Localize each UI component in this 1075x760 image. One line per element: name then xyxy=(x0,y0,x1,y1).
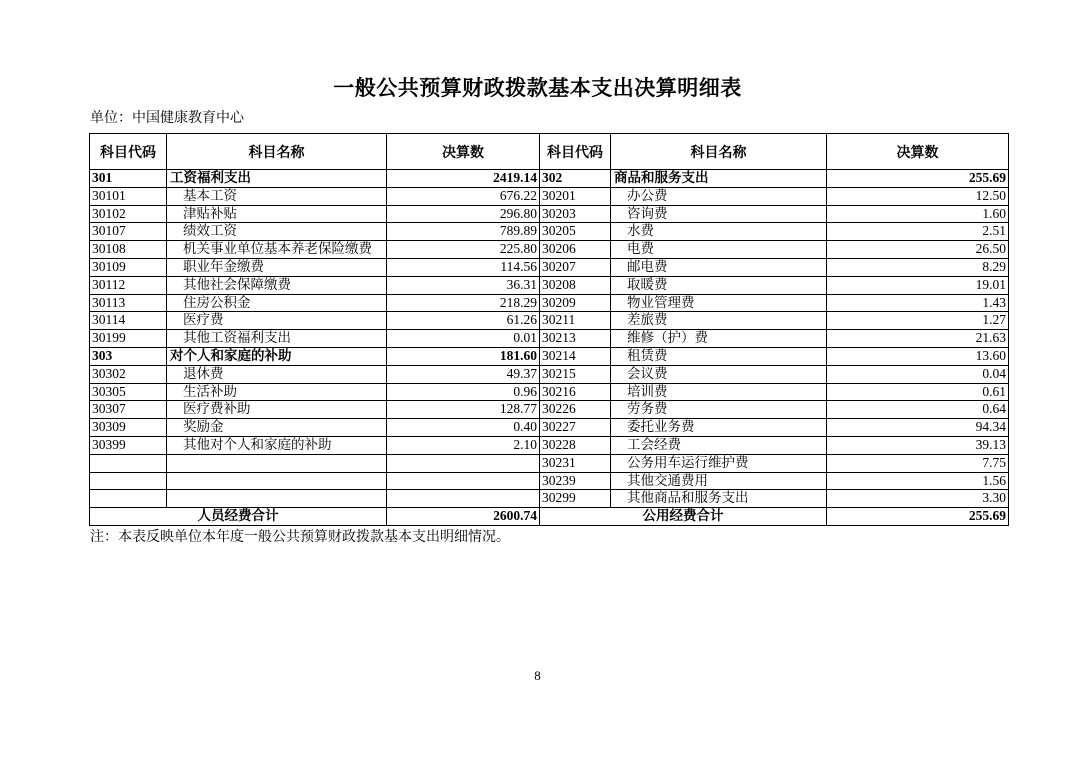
subject-code-cell: 30102 xyxy=(90,205,167,223)
table-row xyxy=(90,330,1009,348)
amount-cell: 676.22 xyxy=(387,187,540,205)
subject-code-cell: 30206 xyxy=(540,241,611,259)
amount-cell: 0.40 xyxy=(387,419,540,437)
amount-cell: 2.51 xyxy=(827,223,1009,241)
subject-name-cell: 其他工资福利支出 xyxy=(167,330,387,348)
header-amount-left: 决算数 xyxy=(387,134,540,170)
table-row xyxy=(90,436,1009,454)
subject-code-cell: 302 xyxy=(540,170,611,188)
amount-cell: 0.01 xyxy=(387,330,540,348)
table-row xyxy=(90,454,1009,472)
subject-code-cell: 30399 xyxy=(90,436,167,454)
subject-name-cell: 劳务费 xyxy=(611,401,827,419)
subject-name-cell: 职业年金缴费 xyxy=(167,258,387,276)
table-row xyxy=(90,472,1009,490)
subject-name-cell: 公务用车运行维护费 xyxy=(611,454,827,472)
amount-cell: 2.10 xyxy=(387,436,540,454)
subject-name-cell: 取暖费 xyxy=(611,276,827,294)
table-row xyxy=(90,365,1009,383)
amount-cell: 255.69 xyxy=(827,170,1009,188)
header-subject-name-right: 科目名称 xyxy=(611,134,827,170)
amount-cell: 181.60 xyxy=(387,347,540,365)
subject-code-cell: 30228 xyxy=(540,436,611,454)
table-note: 注：本表反映单位本年度一般公共预算财政拨款基本支出明细情况。 xyxy=(90,530,510,545)
subject-code-cell: 30208 xyxy=(540,276,611,294)
amount-cell: 128.77 xyxy=(387,401,540,419)
subject-name-cell: 绩效工资 xyxy=(167,223,387,241)
subject-name-cell: 住房公积金 xyxy=(167,294,387,312)
subject-code-cell: 30213 xyxy=(540,330,611,348)
subject-name-cell: 其他交通费用 xyxy=(611,472,827,490)
subject-code-cell: 30214 xyxy=(540,347,611,365)
amount-cell: 1.60 xyxy=(827,205,1009,223)
subject-name-cell: 机关事业单位基本养老保险缴费 xyxy=(167,241,387,259)
subject-code-cell: 30305 xyxy=(90,383,167,401)
amount-cell: 1.43 xyxy=(827,294,1009,312)
amount-cell: 19.01 xyxy=(827,276,1009,294)
total-label-cell: 公用经费合计 xyxy=(540,508,827,526)
subject-name-cell: 医疗费 xyxy=(167,312,387,330)
amount-cell: 12.50 xyxy=(827,187,1009,205)
amount-cell: 94.34 xyxy=(827,419,1009,437)
subject-code-cell: 301 xyxy=(90,170,167,188)
table-row xyxy=(90,490,1009,508)
subject-code-cell xyxy=(90,454,167,472)
subject-name-cell: 对个人和家庭的补助 xyxy=(167,347,387,365)
subject-name-cell: 商品和服务支出 xyxy=(611,170,827,188)
subject-name-cell: 培训费 xyxy=(611,383,827,401)
subject-code-cell: 30307 xyxy=(90,401,167,419)
subject-code-cell: 30203 xyxy=(540,205,611,223)
subject-code-cell: 30215 xyxy=(540,365,611,383)
amount-cell: 114.56 xyxy=(387,258,540,276)
subject-code-cell: 30302 xyxy=(90,365,167,383)
amount-cell: 61.26 xyxy=(387,312,540,330)
amount-cell: 0.96 xyxy=(387,383,540,401)
amount-cell: 0.04 xyxy=(827,365,1009,383)
budget-detail-table xyxy=(89,133,1009,526)
subject-code-cell: 30108 xyxy=(90,241,167,259)
subject-name-cell: 委托业务费 xyxy=(611,419,827,437)
amount-cell: 49.37 xyxy=(387,365,540,383)
amount-cell: 21.63 xyxy=(827,330,1009,348)
subject-name-cell: 其他社会保障缴费 xyxy=(167,276,387,294)
table-row xyxy=(90,419,1009,437)
amount-cell: 36.31 xyxy=(387,276,540,294)
subject-name-cell: 维修（护）费 xyxy=(611,330,827,348)
table-row xyxy=(90,205,1009,223)
header-subject-name-left: 科目名称 xyxy=(167,134,387,170)
table-row xyxy=(90,383,1009,401)
subject-code-cell: 30112 xyxy=(90,276,167,294)
amount-cell: 7.75 xyxy=(827,454,1009,472)
amount-cell: 296.80 xyxy=(387,205,540,223)
table-row xyxy=(90,312,1009,330)
subject-code-cell: 30199 xyxy=(90,330,167,348)
subject-code-cell: 30109 xyxy=(90,258,167,276)
subject-name-cell: 工会经费 xyxy=(611,436,827,454)
unit-label: 单位：中国健康教育中心 xyxy=(90,111,244,126)
table-row xyxy=(90,401,1009,419)
subject-code-cell: 30107 xyxy=(90,223,167,241)
table-row xyxy=(90,223,1009,241)
subject-name-cell: 电费 xyxy=(611,241,827,259)
subject-code-cell xyxy=(90,490,167,508)
subject-code-cell: 30211 xyxy=(540,312,611,330)
subject-name-cell xyxy=(167,454,387,472)
subject-code-cell: 30207 xyxy=(540,258,611,276)
table-row xyxy=(90,347,1009,365)
subject-name-cell: 会议费 xyxy=(611,365,827,383)
table-header-row xyxy=(90,134,1009,170)
amount-cell: 225.80 xyxy=(387,241,540,259)
page-number: 8 xyxy=(534,668,541,683)
subject-name-cell: 生活补助 xyxy=(167,383,387,401)
table-body xyxy=(90,170,1009,526)
amount-cell: 26.50 xyxy=(827,241,1009,259)
table-row xyxy=(90,241,1009,259)
total-amount-cell: 255.69 xyxy=(827,508,1009,526)
subject-code-cell: 303 xyxy=(90,347,167,365)
amount-cell: 39.13 xyxy=(827,436,1009,454)
subject-code-cell: 30226 xyxy=(540,401,611,419)
subject-name-cell xyxy=(167,490,387,508)
subject-name-cell xyxy=(167,472,387,490)
amount-cell: 2419.14 xyxy=(387,170,540,188)
subject-name-cell: 水费 xyxy=(611,223,827,241)
header-subject-code-left: 科目代码 xyxy=(90,134,167,170)
subject-code-cell: 30239 xyxy=(540,472,611,490)
header-amount-right: 决算数 xyxy=(827,134,1009,170)
subject-name-cell: 咨询费 xyxy=(611,205,827,223)
subject-name-cell: 邮电费 xyxy=(611,258,827,276)
subject-name-cell: 办公费 xyxy=(611,187,827,205)
subject-name-cell: 工资福利支出 xyxy=(167,170,387,188)
amount-cell: 218.29 xyxy=(387,294,540,312)
amount-cell: 0.64 xyxy=(827,401,1009,419)
subject-code-cell: 30113 xyxy=(90,294,167,312)
total-row xyxy=(90,508,1009,526)
subject-code-cell: 30309 xyxy=(90,419,167,437)
amount-cell xyxy=(387,454,540,472)
amount-cell: 3.30 xyxy=(827,490,1009,508)
amount-cell xyxy=(387,490,540,508)
subject-code-cell: 30216 xyxy=(540,383,611,401)
amount-cell: 8.29 xyxy=(827,258,1009,276)
subject-name-cell: 津贴补贴 xyxy=(167,205,387,223)
subject-code-cell: 30114 xyxy=(90,312,167,330)
subject-code-cell: 30201 xyxy=(540,187,611,205)
page-title: 一般公共预算财政拨款基本支出决算明细表 xyxy=(333,76,742,100)
subject-name-cell: 差旅费 xyxy=(611,312,827,330)
subject-code-cell xyxy=(90,472,167,490)
subject-name-cell: 退休费 xyxy=(167,365,387,383)
table-row xyxy=(90,276,1009,294)
subject-code-cell: 30101 xyxy=(90,187,167,205)
subject-code-cell: 30205 xyxy=(540,223,611,241)
amount-cell: 0.61 xyxy=(827,383,1009,401)
subject-code-cell: 30231 xyxy=(540,454,611,472)
subject-name-cell: 其他对个人和家庭的补助 xyxy=(167,436,387,454)
amount-cell: 13.60 xyxy=(827,347,1009,365)
table-row xyxy=(90,187,1009,205)
subject-name-cell: 基本工资 xyxy=(167,187,387,205)
subject-code-cell: 30209 xyxy=(540,294,611,312)
table-row xyxy=(90,170,1009,188)
subject-name-cell: 奖励金 xyxy=(167,419,387,437)
subject-name-cell: 其他商品和服务支出 xyxy=(611,490,827,508)
table-row xyxy=(90,258,1009,276)
table-row xyxy=(90,294,1009,312)
subject-name-cell: 租赁费 xyxy=(611,347,827,365)
subject-code-cell: 30299 xyxy=(540,490,611,508)
subject-name-cell: 医疗费补助 xyxy=(167,401,387,419)
amount-cell: 1.56 xyxy=(827,472,1009,490)
header-subject-code-right: 科目代码 xyxy=(540,134,611,170)
total-amount-cell: 2600.74 xyxy=(387,508,540,526)
subject-code-cell: 30227 xyxy=(540,419,611,437)
amount-cell: 789.89 xyxy=(387,223,540,241)
subject-name-cell: 物业管理费 xyxy=(611,294,827,312)
total-label-cell: 人员经费合计 xyxy=(90,508,387,526)
amount-cell: 1.27 xyxy=(827,312,1009,330)
amount-cell xyxy=(387,472,540,490)
